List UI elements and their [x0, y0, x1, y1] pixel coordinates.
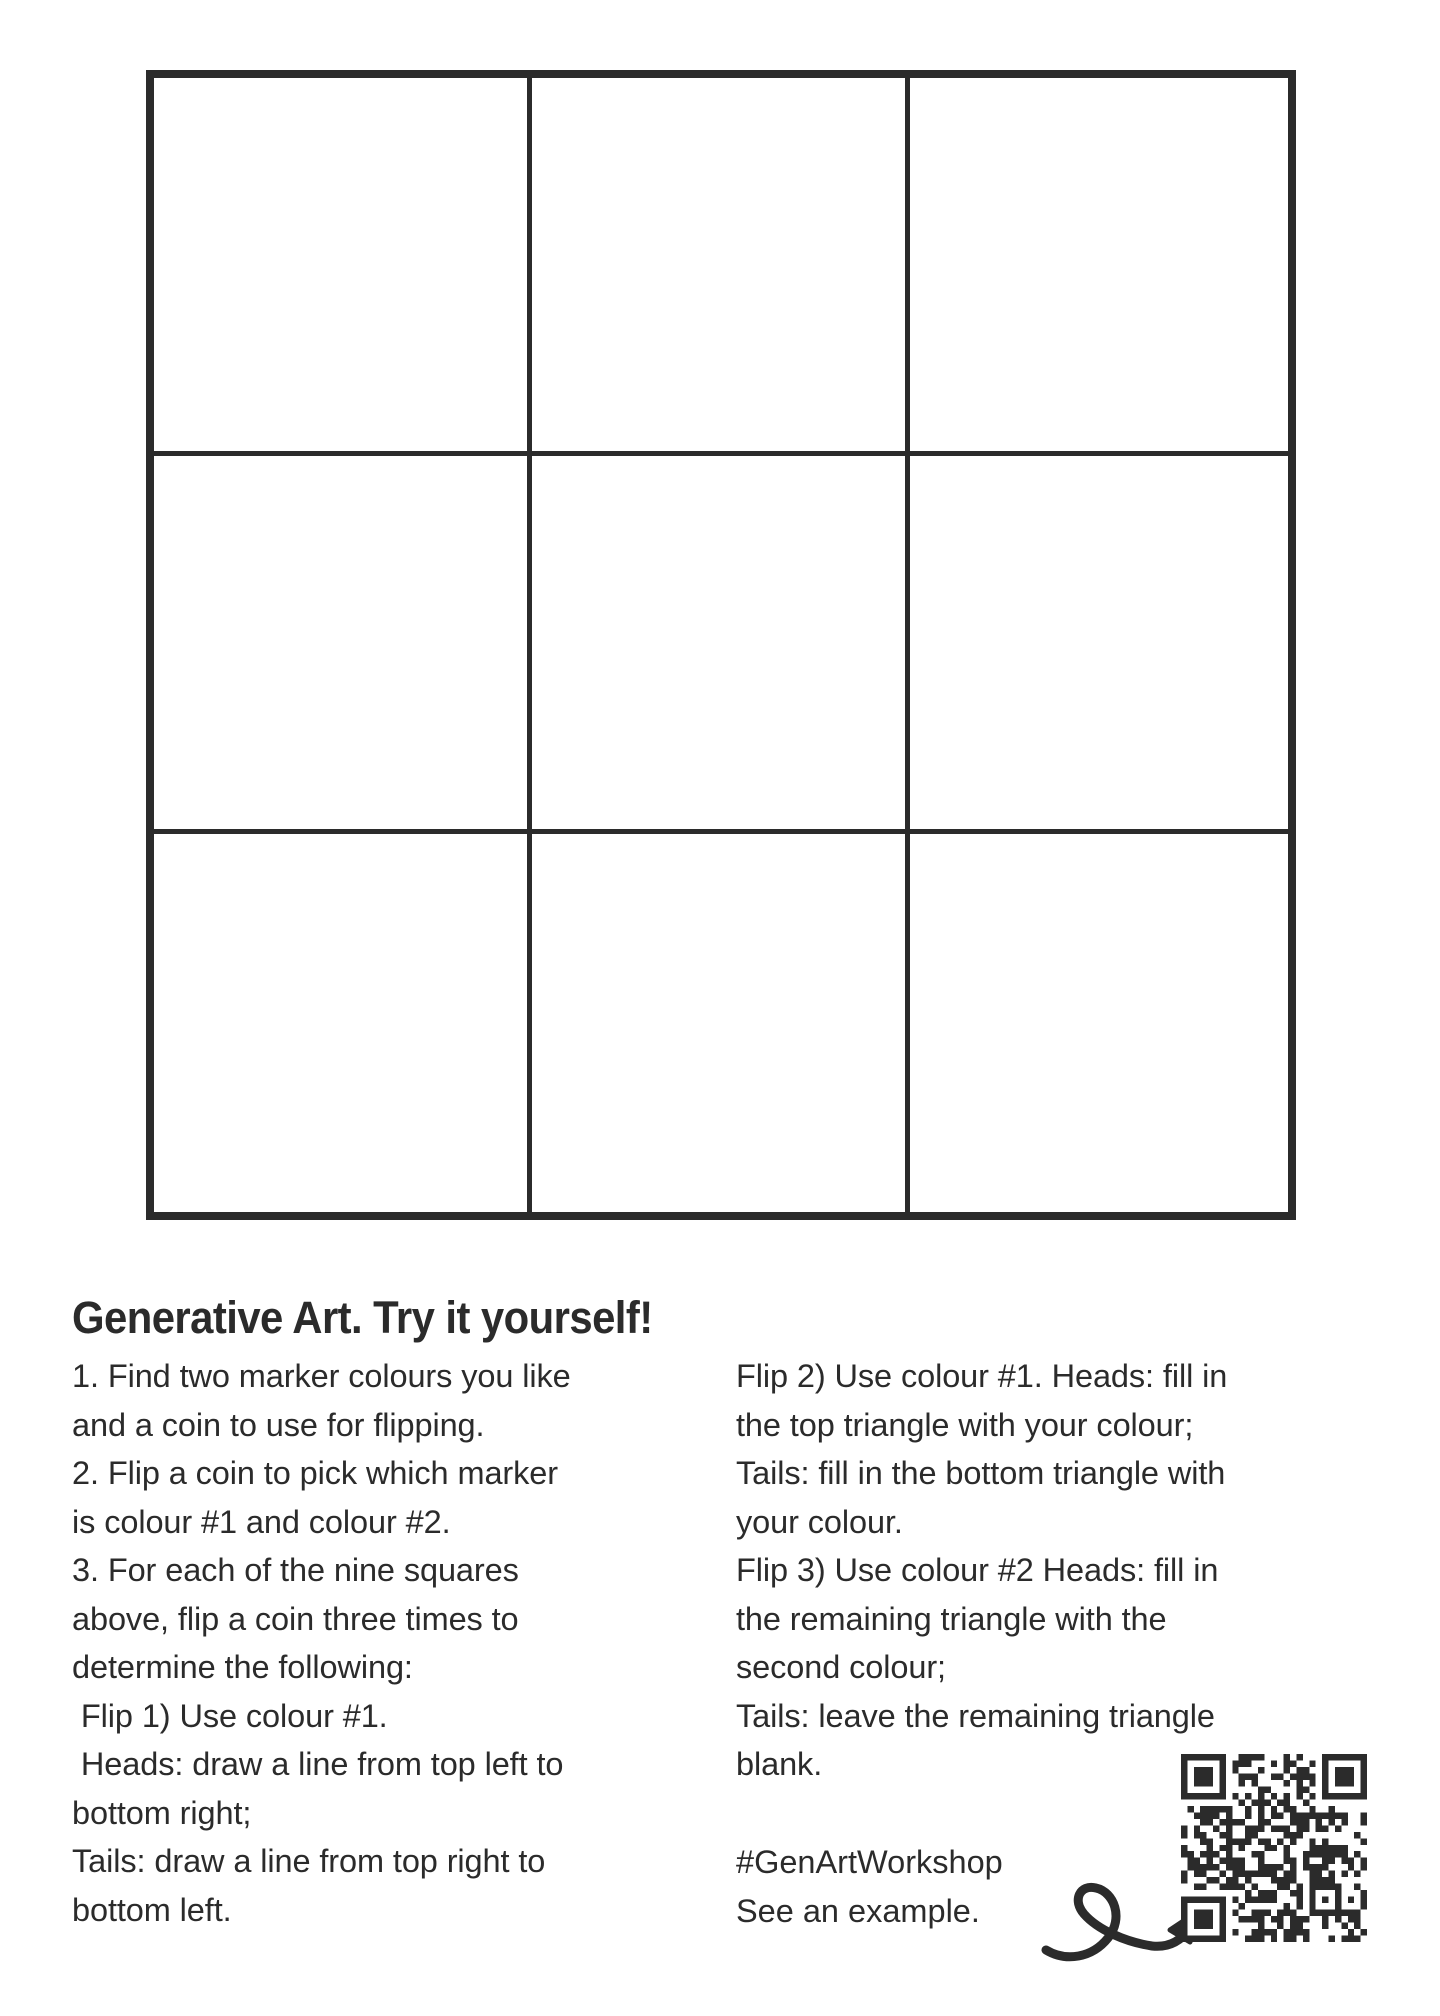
- qr-code[interactable]: [1181, 1754, 1367, 1942]
- promo-block: [736, 1838, 1003, 1935]
- instructions-left-column: [72, 1352, 712, 1934]
- instruction-line: above, flip a coin three times to: [72, 1600, 519, 1637]
- grid-cell[interactable]: [910, 456, 1288, 834]
- instruction-line: your colour.: [736, 1503, 903, 1540]
- grid-cell[interactable]: [910, 78, 1288, 456]
- instruction-line: Tails: fill in the bottom triangle with: [736, 1455, 1226, 1491]
- grid-cell[interactable]: [532, 456, 910, 834]
- grid-cell[interactable]: [154, 78, 532, 456]
- qr-code-canvas: [1181, 1754, 1367, 1942]
- instruction-line: determine the following:: [72, 1649, 413, 1685]
- instruction-line: Tails: draw a line from top right to: [72, 1843, 546, 1879]
- instruction-line: bottom right;: [72, 1794, 252, 1831]
- hashtag-text: #GenArtWorkshop: [736, 1844, 1003, 1880]
- instruction-line: 2. Flip a coin to pick which marker: [72, 1455, 558, 1491]
- grid-cell[interactable]: [910, 834, 1288, 1212]
- instruction-line: Flip 3) Use colour #2 Heads: fill in: [736, 1552, 1219, 1588]
- grid-cell[interactable]: [532, 78, 910, 456]
- instruction-line: Tails: leave the remaining triangle: [736, 1697, 1215, 1734]
- instruction-line: Heads: draw a line from top left to: [72, 1746, 564, 1782]
- grid-cell[interactable]: [154, 834, 532, 1212]
- grid-cell[interactable]: [154, 456, 532, 834]
- nine-square-drawing-grid: [146, 70, 1296, 1220]
- instruction-line: is colour #1 and colour #2.: [72, 1503, 451, 1540]
- instruction-line: blank.: [736, 1746, 823, 1782]
- instruction-line: 3. For each of the nine squares: [72, 1552, 519, 1588]
- instruction-line: 1. Find two marker colours you like: [72, 1358, 571, 1394]
- instructions-right-column: [736, 1352, 1376, 1789]
- instruction-line: Flip 1) Use colour #1.: [72, 1697, 388, 1734]
- instruction-line: and a coin to use for flipping.: [72, 1406, 485, 1443]
- instruction-line: second colour;: [736, 1649, 946, 1685]
- page-title: Generative Art. Try it yourself!: [72, 1292, 653, 1343]
- grid-cell[interactable]: [532, 834, 910, 1212]
- instruction-line: the remaining triangle with the: [736, 1600, 1167, 1637]
- instruction-line: bottom left.: [72, 1891, 232, 1928]
- instruction-line: Flip 2) Use colour #1. Heads: fill in: [736, 1358, 1228, 1394]
- instruction-line: the top triangle with your colour;: [736, 1406, 1194, 1443]
- see-example-text: See an example.: [736, 1892, 980, 1929]
